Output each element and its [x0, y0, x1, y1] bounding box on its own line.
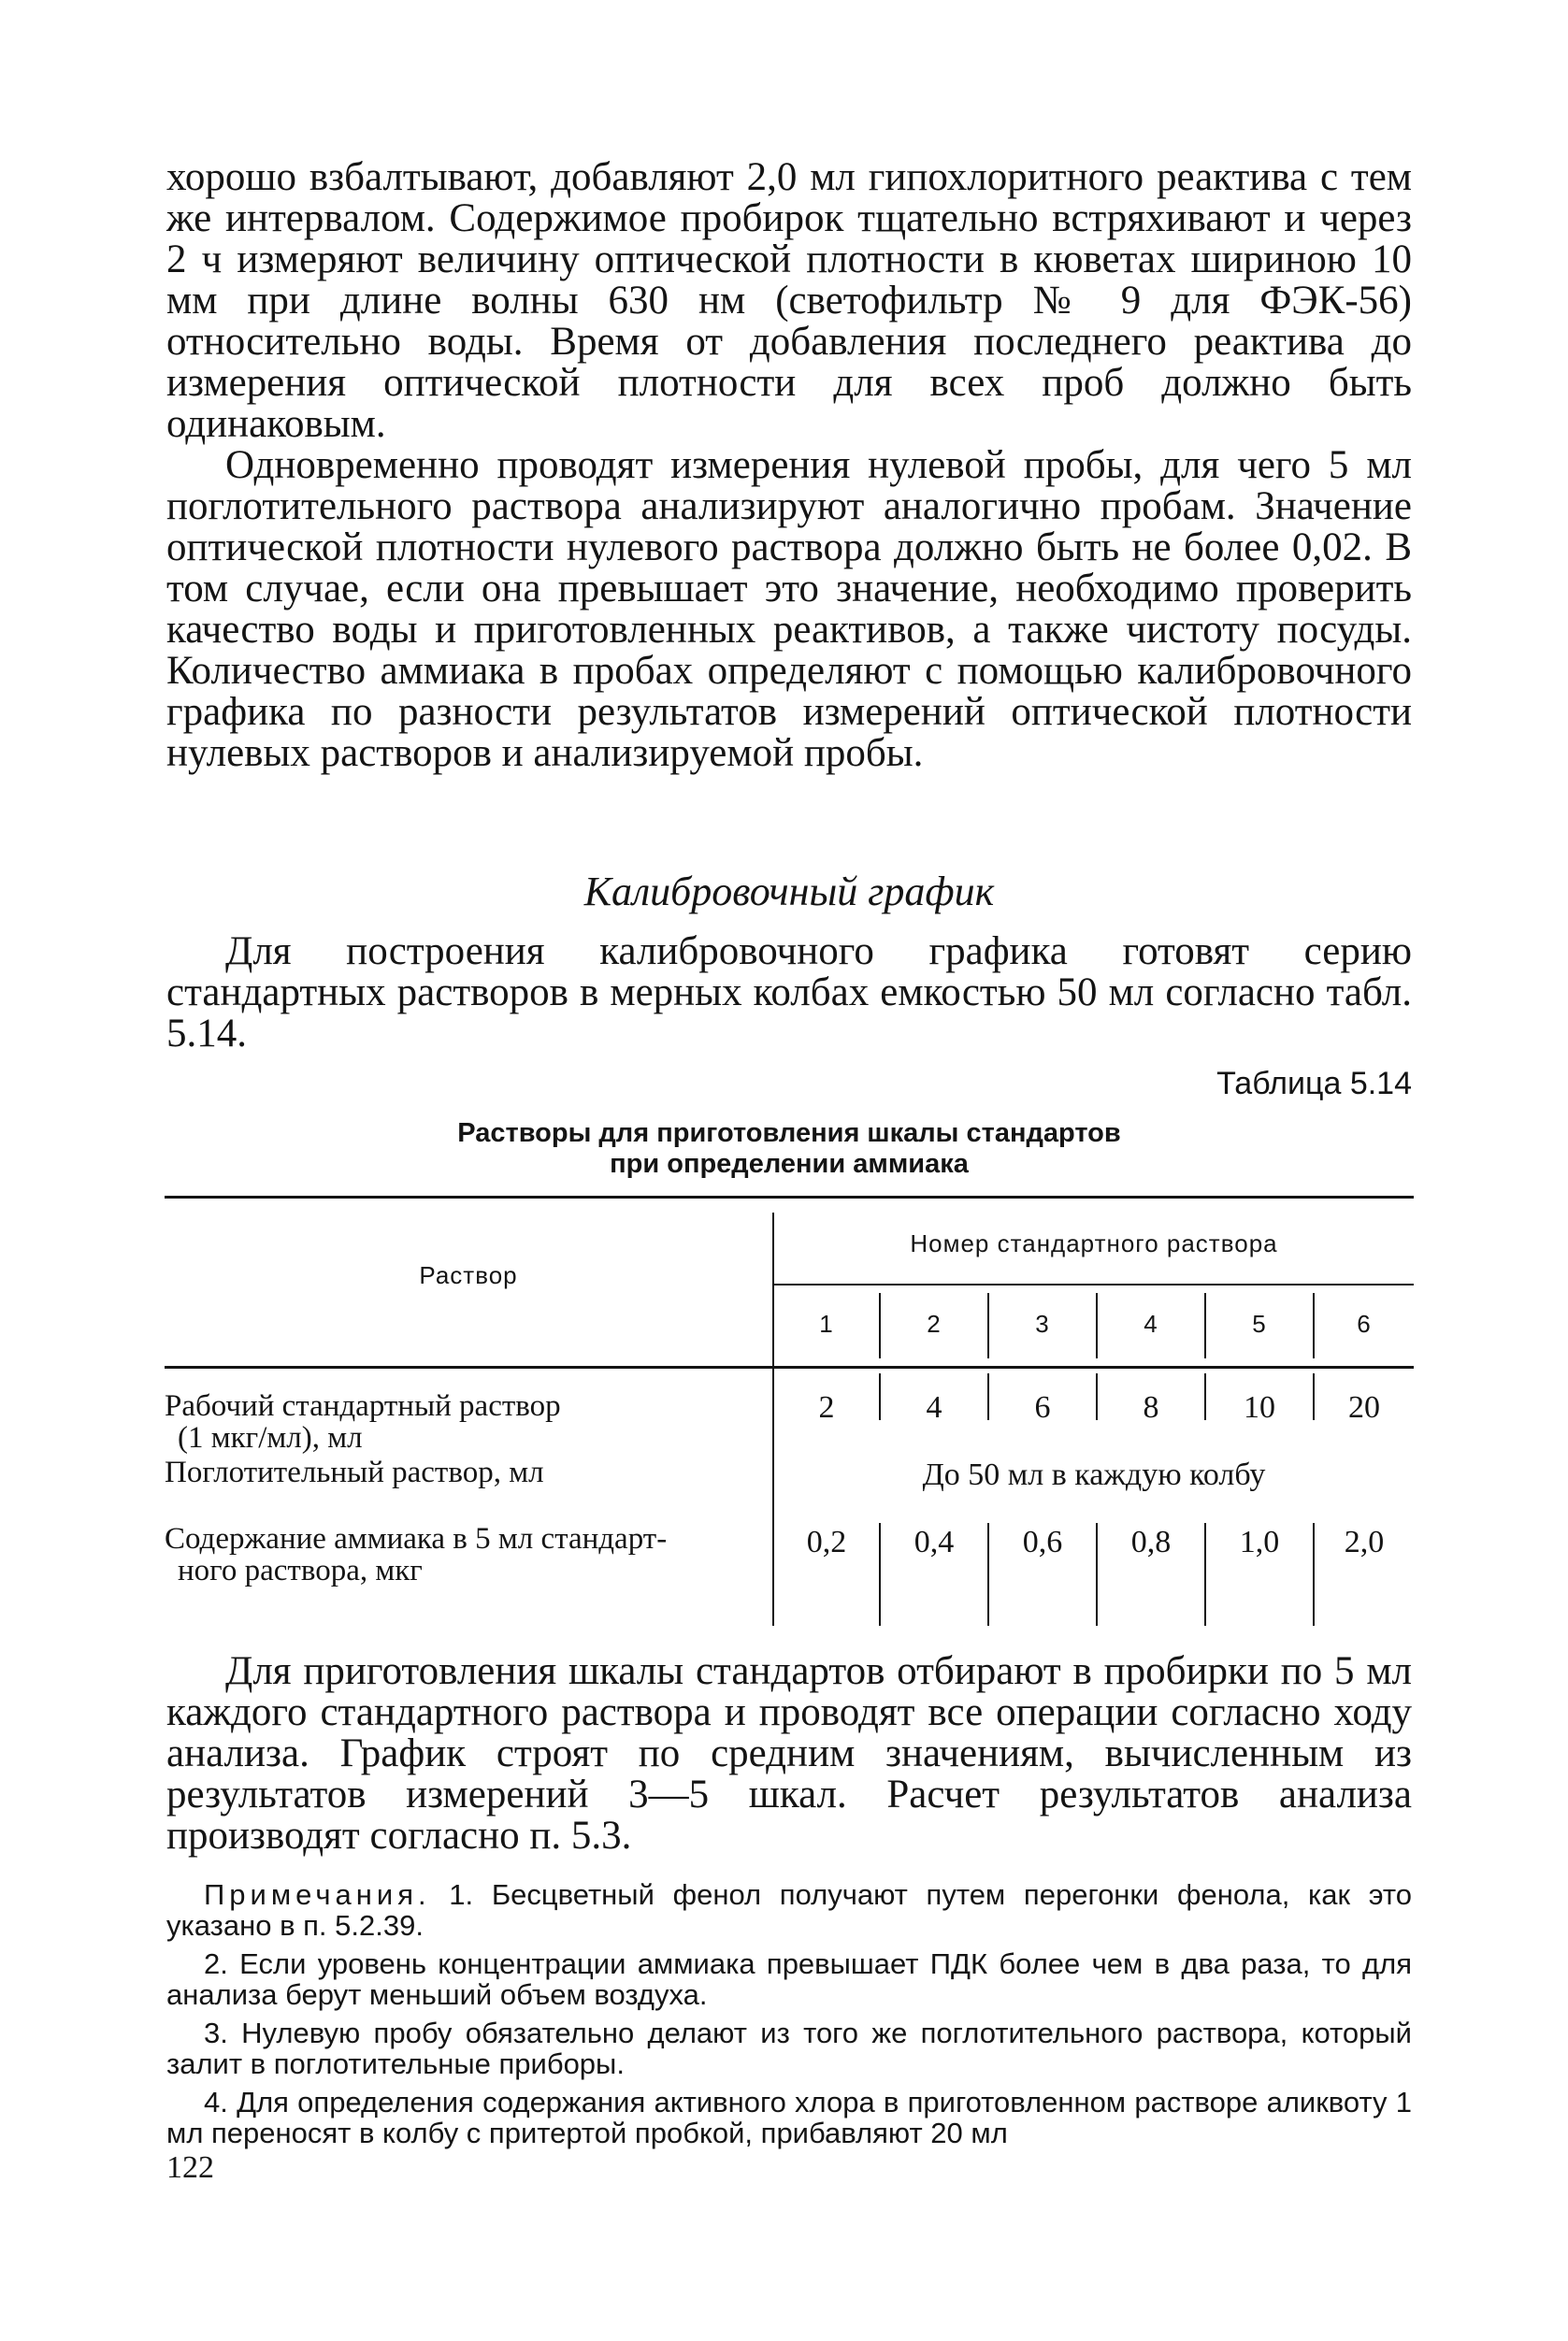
column-header: 6 — [1357, 1310, 1372, 1338]
table-cell: 4 — [926, 1390, 942, 1425]
paragraph-scale-preparation — [166, 1651, 1412, 1857]
table-cell: 10 — [1244, 1390, 1275, 1425]
table-cell: 6 — [1034, 1390, 1051, 1425]
notes-block — [166, 1879, 1412, 2156]
header-bottom-rule — [165, 1366, 1414, 1369]
note-text: 1. Бесцветный фенол получают путем перегонки фенола, как это указано в п. 5.2.39. — [166, 1878, 1412, 1942]
standards-table — [165, 1196, 1414, 1626]
table-top-rule — [165, 1196, 1414, 1199]
table-cell: 2 — [818, 1390, 835, 1425]
table-caption-line: Растворы для приготовления шкалы стандартов — [457, 1118, 1121, 1148]
row-label — [165, 1390, 561, 1454]
table-cell: 0,8 — [1130, 1525, 1172, 1559]
note-item — [166, 1879, 1412, 1941]
table-cell: 2,0 — [1344, 1525, 1385, 1559]
row-label-line: ного раствора, мкг — [178, 1554, 423, 1587]
group-header-rule — [772, 1284, 1414, 1285]
table-cell: 20 — [1348, 1390, 1380, 1425]
table-cell: 8 — [1143, 1390, 1159, 1425]
page-number: 122 — [166, 2150, 214, 2185]
paragraph-continuation — [166, 157, 1412, 445]
paragraph-null-sample — [166, 445, 1412, 774]
header-standard-number: Номер стандартного раствора — [910, 1229, 1278, 1257]
table-cell: 0,4 — [913, 1525, 955, 1559]
table-cell: 1,0 — [1239, 1525, 1280, 1559]
table-caption — [166, 1118, 1412, 1180]
column-header: 5 — [1252, 1310, 1267, 1338]
row-label-line: Рабочий стандартный раствор — [165, 1389, 561, 1423]
column-header: 3 — [1035, 1310, 1050, 1338]
section-heading: Калибровочный график — [583, 869, 995, 914]
paragraph-text: Для построения калибровочного графика готовят серию стандартных растворов в мерных колбах емкостью 50 мл согласно табл. 5.14. — [166, 929, 1412, 1056]
table-caption-line: при определении аммиака — [610, 1149, 969, 1179]
column-header: 4 — [1144, 1310, 1158, 1338]
table-cell: 0,2 — [806, 1525, 847, 1559]
row-label — [165, 1523, 667, 1587]
note-item: 3. Нулевую пробу обязательно делают из того же поглотительного раствора, который залит в поглотительные приборы. — [166, 2017, 1412, 2080]
column-header: 1 — [819, 1310, 834, 1338]
notes-heading: Примечания. — [204, 1878, 431, 1911]
note-item: 2. Если уровень концентрации аммиака превышает ПДК более чем в два раза, то для анализа берут меньший объем воздуха. — [166, 1947, 1412, 2011]
column-header: 2 — [927, 1310, 942, 1338]
table-number-label: Таблица 5.14 — [1216, 1066, 1412, 1101]
row-label-line: (1 мкг/мл), мл — [178, 1421, 363, 1455]
row-label: Поглотительный раствор, мл — [165, 1456, 544, 1489]
paragraph-text: Одновременно проводят измерения нулевой пробы, для чего 5 мл поглотительного раствора анализируют аналогично пробам. Значение оптической плотности нулевого раствора должно быть не более 0,02. В том случае, если она превышает это значение, необходимо проверить качество воды и приготовленных реактивов, а также чистоту посуды. Количество аммиака в пробах определяют с помощью калибровочного графика по разности результатов измерений оптической плотности нулевых растворов и анализируемой пробы. — [166, 443, 1412, 775]
note-item: 4. Для определения содержания активного хлора в приготовленном растворе аликвоту 1 мл переносят в колбу с притертой пробкой, прибавляют 20 мл — [166, 2086, 1412, 2149]
header-solution: Раствор — [419, 1261, 518, 1289]
row-label-line: Содержание аммиака в 5 мл стандарт- — [165, 1522, 668, 1556]
table-cell: 0,6 — [1022, 1525, 1063, 1559]
paragraph-calibration-intro — [166, 931, 1412, 1055]
paragraph-text: Для приготовления шкалы стандартов отбирают в пробирки по 5 мл каждого стандартного раствора и проводят все операции согласно ходу анализа. График строят по средним значениям, вычисленным из результатов измерений 3—5 шкал. Расчет результатов анализа производят согласно п. 5.3. — [166, 1649, 1412, 1858]
table-cell-span: До 50 мл в каждую колбу — [922, 1458, 1266, 1492]
paragraph-text: хорошо взбалтывают, добавляют 2,0 мл гипохлоритного реактива с тем же интервалом. Содержимое пробирок тщательно встряхивают и через 2 ч измеряют величину оптической плотности в кюветах шириною 10 мм при длине волны 630 нм (светофильтр № 9 для ФЭК-56) относительно воды. Время от добавления последнего реактива до измерения оптической плотности для всех проб должно быть одинаковым. — [166, 155, 1412, 446]
